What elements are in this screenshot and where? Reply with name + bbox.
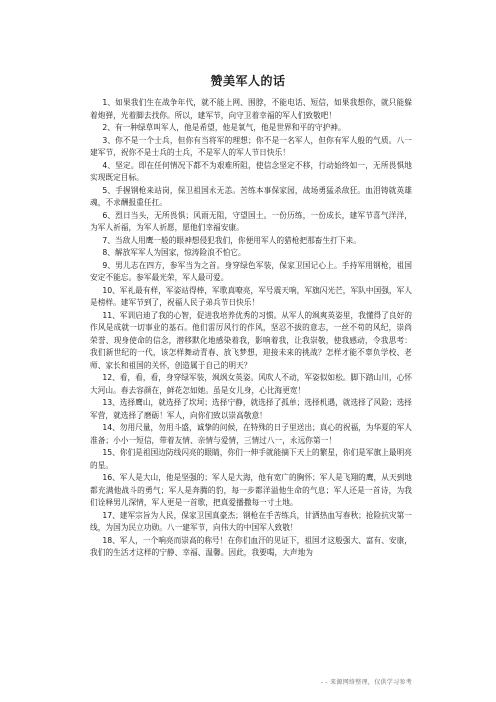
paragraph: 4、坚定。即在任何情况下都不为艰难所阻，使信念坚定不移，行动始终如一，无所畏惧地实现既定目标。 xyxy=(90,160,412,182)
paragraph: 12、看，看，看，身穿绿军装，飒飒女英姿。风吹人不动，军姿似如松。脚下踏山川，心怀大河山。春去容颜在，鲜花怎如她。虽是女儿身，心比海更宽！ xyxy=(90,373,412,395)
paragraph: 10、军礼最有样，军姿站得棒，军歌真嘹亮，军号震天响，军旗闪光芒，军队中国强，军人是榜样。建军节到了，祝福人民子弟兵节日快乐！ xyxy=(90,285,412,307)
paragraph: 14、勿用尺量，勿用斗盛，诚挚的问候，在特殊的日子里送出；真心的祝福，为华夏的军人准备；小小一短信，带着友情、亲情与爱情，三情过八一，永远你第一！ xyxy=(90,423,412,445)
paragraph: 2、有一种绿草叫军人，他是希望，他是氧气，他是世界和平的守护神。 xyxy=(102,123,346,132)
document-title: 赞美军人的话 xyxy=(210,74,286,88)
paragraph: 11、军训启迪了我的心智，促进我培养优秀的习惯。从军人的飒爽英姿里，我懂得了良好的作风是成就一切事业的基石。他们雷厉风行的作风，坚忍不拔的意志，一丝不苟的风纪，崇尚荣誉、现身使命的信念，潜移默化地感染着我，影响着我，让我崇敬，使我感动，令我思考：我们新世纪的一代，该怎样舞动青春、放飞梦想，迎接未来的挑战？怎样才能不辜负学校、老师、家长和祖国的关怀，创造属于自己的明天？ xyxy=(90,310,412,370)
paragraph: 8、解放军军人为国家，惊涛险浪不怕它。 xyxy=(102,248,246,257)
paragraph: 17、建军宗旨为人民，保家卫国真豪杰；钢枪在手苦练兵，甘洒热血写春秋；抢险抗灾第一线，为国为民立功勋。八一建军节，向伟大的中国军人致敬！ xyxy=(90,510,412,532)
paragraph: 7、当敌人用鹰一般的眼神想侵犯我们，你便用军人的猎枪把那畜生打下来。 xyxy=(102,235,361,245)
paragraph: 6、烈日当头，无所畏惧；风雨无阻，守望国土。一份历练，一份成长，建军节喜气洋洋，为军人祈福，为军人祈愿，愿他们幸福安康。 xyxy=(90,210,412,232)
paragraph: 18、军人，一个响亮而崇高的称号！在你们血汗的见证下，祖国才这般强大、富有、安康，我们的生活才这样的宁静、幸福、温馨。因此，我要喝，大声地为 xyxy=(90,535,412,557)
paragraph: 15、你们是祖国边防线闪亮的眼睛，你们一伸手就能摘下天上的繁星，你们是军旗上最明亮的星。 xyxy=(90,448,412,470)
paragraph: 5、手握钢枪来站岗，保卫祖国永无恙。苦练本事保家园，战场勇猛杀敌狂。血泪铸就英雄魂，不求酬报重任扛。 xyxy=(90,185,412,207)
document-body xyxy=(90,97,412,560)
paragraph: 16、军人是大山，他是坚强的；军人是大海，他有宽广的胸怀；军人是飞翔的鹰，从天到地都充满他战斗的勇气；军人是奔腾的豹，每一步都洋溢他生命的气息；军人还是一首诗，为我们诠释男儿深情，军人更是一首歌，把真爱播撒每一寸土地。 xyxy=(90,473,412,507)
paragraph: 13、选择鹰山，就选择了坎坷；选择宁静，就选择了孤单；选择机遇，就选择了风险；选择军营，就选择了磨砺！军人，向你们致以崇高敬意！ xyxy=(90,398,412,420)
page-footer: - - 来源网络整理，仅供学习参考 xyxy=(320,679,412,686)
paragraph: 9、男儿志在四方，参军当为之首。身穿绿色军装，保家卫国记心上。手持军用钢枪，祖国安定不能忘。参军最光荣，军人最可爱。 xyxy=(90,260,412,282)
paragraph: 3、你不是一个士兵，但你有当将军的理想；你不是一名军人，但你有军人般的气质。八一建军节，祝你不是士兵的士兵，不是军人的军人节日快乐！ xyxy=(90,135,412,157)
paragraph: 1、如果我们生在战争年代，就不能上网、围脖，不能电话、短信，如果我想你，就只能躲着炮弹，光着脚去找你。所以，建军节，向守卫着幸福的军人们致敬吧！ xyxy=(90,98,412,120)
